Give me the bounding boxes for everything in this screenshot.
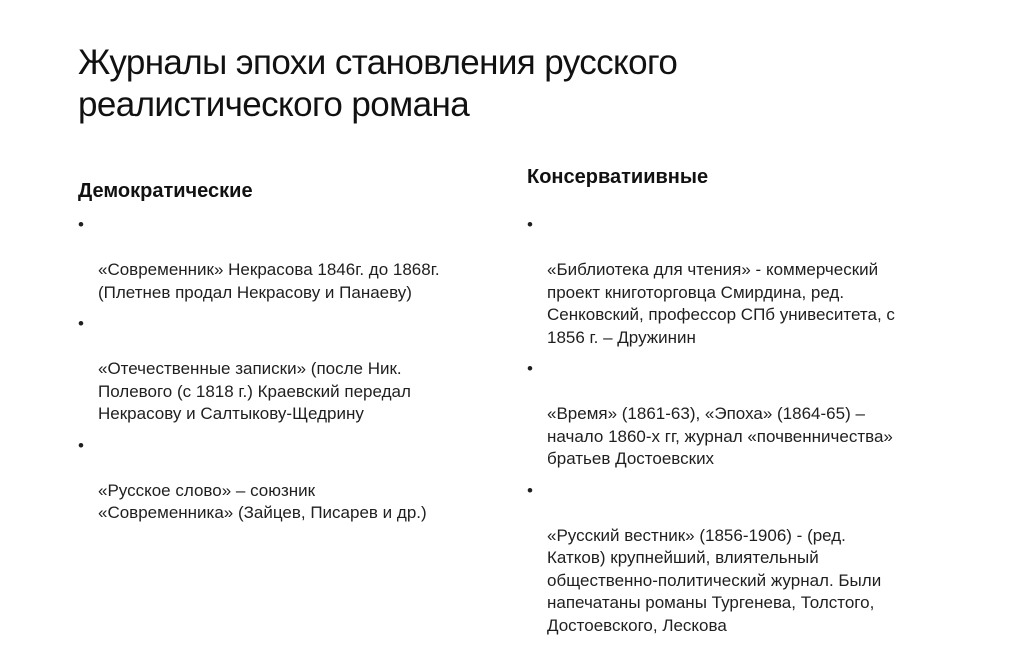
conservative-heading: Консерватиивные <box>527 166 709 188</box>
list-item-text: «Библиотека для чтения» - коммерческий проект книготорговца Смирдина, ред. Сенковский, профессор СПб унивеситета, с 1856 г. – Дружинин <box>547 260 895 347</box>
list-item-text: «Отечественные записки» (после Ник. Полевого (с 1818 г.) Краевский передал Некрасову и Салтыкову-Щедрину <box>98 359 411 423</box>
list-item <box>78 435 498 525</box>
democratic-column <box>78 178 498 534</box>
list-item-text: «Русский вестник» (1856-1906) - (ред. Катков) крупнейший, влиятельный общественно-политический журнал. Были напечатаны романы Тургенева, Толстого, Достоевского, Лескова <box>547 525 882 635</box>
list-item <box>78 313 498 426</box>
list-item <box>527 358 957 471</box>
list-item-text: «Современник» Некрасова 1846г. до 1868г. (Плетнев продал Некрасову и Панаеву) <box>98 260 440 302</box>
list-item-text: «Русское слово» – союзник «Современника» (Зайцев, Писарев и др.) <box>98 480 427 522</box>
bullet-icon: • <box>527 359 533 378</box>
bullet-icon: • <box>78 215 84 234</box>
bullet-icon: • <box>78 314 84 333</box>
list-item <box>78 214 498 304</box>
slide-title: Журналы эпохи становления русского реалистического романа <box>78 43 678 124</box>
democratic-list <box>78 214 498 525</box>
bullet-icon: • <box>527 480 533 500</box>
bullet-icon: • <box>527 215 533 234</box>
list-item <box>527 480 957 638</box>
democratic-heading: Демократические <box>78 180 253 202</box>
bullet-icon: • <box>78 435 84 455</box>
list-item-text: «Время» (1861-63), «Эпоха» (1864-65) – начало 1860-х гг, журнал «почвенничества» братьев Достоевских <box>547 404 893 468</box>
list-item <box>527 214 957 349</box>
